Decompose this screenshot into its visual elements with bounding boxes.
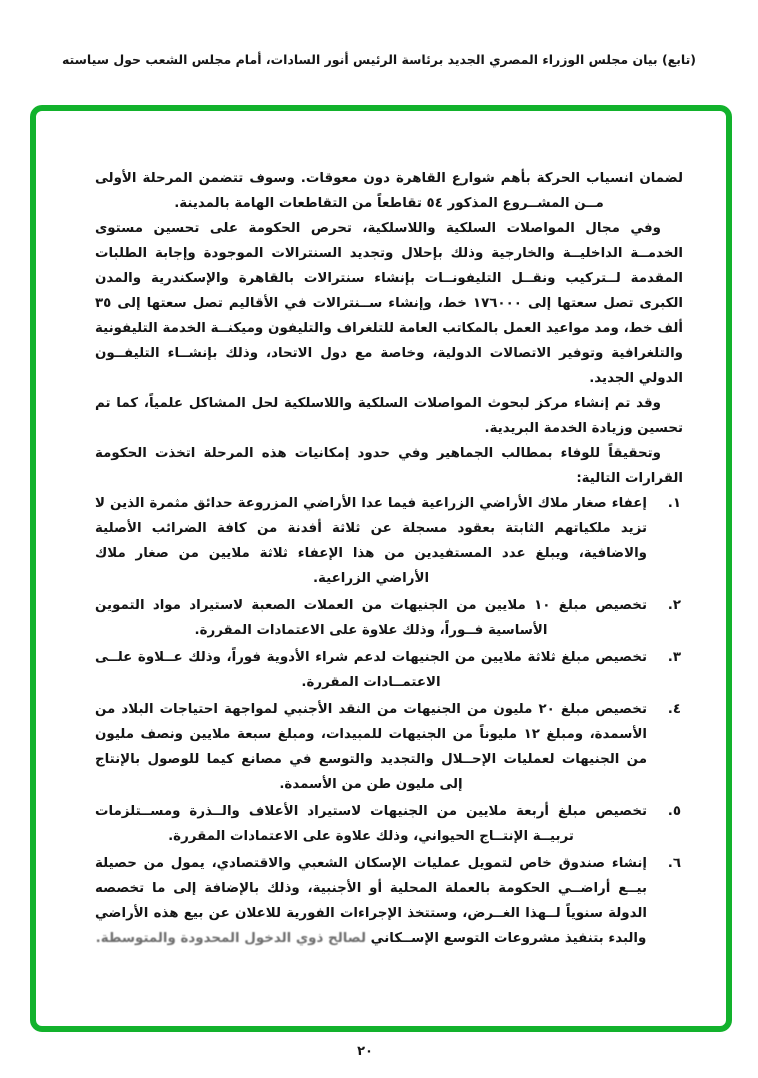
item-number-6: ٦. [667,856,681,871]
item-number-1: ١. [667,496,681,511]
paragraph-decisions-intro: وتحقيقاً للوفاء بمطالب الجماهير وفي حدود إمكانيات هذه المرحلة اتخذت الحكومة القرارات التالية: [95,446,683,486]
item-text-3: تخصيص مبلغ ثلاثة ملايين من الجنيهات لدعم شراء الأدوية فوراً، وذلك عــلاوة علــى الاعتمــادات المقررة. [95,650,647,690]
item-text-4: تخصيص مبلغ ٢٠ مليون من الجنيهات من النقد الأجنبي لمواجهة احتياجات البلاد من الأسمدة، ومبلغ ١٢ مليوناً من الجنيهات للمبيدات، ومبلغ سبعة ملايين ونصف مليون من الجنيهات لعمليات الإحــلال والتجديد والتوسع في مصانع كيما للوصول بالإنتاج إلى مليون طن من الأسمدة. [95,702,647,792]
item-text-1: إعفاء صغار ملاك الأراضي الزراعية فيما عدا الأراضي المزروعة حدائق مثمرة الذين لا تزيد ملكياتهم الثابتة بعقود مسجلة عن ثلاثة أفدنة من كافة الضرائب الأصلية والاضافية، ويبلغ عدد المستفيدين من هذا الإعفاء ثلاثة ملايين من صغار ملاك الأراضي الزراعية. [95,496,647,586]
list-item-6 [95,851,683,951]
decisions-list [95,491,683,951]
list-item-1 [95,491,683,591]
item-number-3: ٣. [667,650,681,665]
item-text-6-faded: لصالح ذوي الدخول المحدودة والمتوسطة. [95,931,366,946]
item-text-6-main: إنشاء صندوق خاص لتمويل عمليات الإسكان الشعبي والاقتصادي، يمول من حصيلة بيــع أراضــي الحكومة بالعملة المحلية أو الأجنبية، وذلك بالإضافة إلى ما تخصصه الدولة سنوياً لــهذا الغــرض، وستتخذ الإجراءات الفورية للاعلان عن بيع هذه الأراضي والبدء بتنفيذ مشروعات التوسع الإســكاني [95,856,647,946]
list-item-4 [95,697,683,797]
document-body [95,166,683,953]
list-item-2 [95,593,683,643]
item-number-2: ٢. [667,598,681,613]
item-text-6 [95,851,647,951]
page-number: ٢٠ [357,1044,373,1059]
item-text-5: تخصيص مبلغ أربعة ملايين من الجنيهات لاستيراد الأعلاف والــذرة ومســتلزمات تربيــة الإنتــاج الحيواني، وذلك علاوة على الاعتمادات المقررة. [95,804,647,844]
page-header-title: (تابع) بيان مجلس الوزراء المصري الجديد برئاسة الرئيس أنور السادات، أمام مجلس الشعب حول سياسته [61,52,697,67]
paragraph-traffic-intersections: لضمان انسياب الحركة بأهم شوارع القاهرة دون معوقات. وسوف تتضمن المرحلة الأولى مــن المشــروع المذكور ٥٤ تقاطعاً من التقاطعات الهامة بالمدينة. [95,171,683,211]
item-number-5: ٥. [667,804,681,819]
item-text-2: تخصيص مبلغ ١٠ ملايين من الجنيهات من العملات الصعبة لاستيراد مواد التموين الأساسية فــوراً، وذلك علاوة على الاعتمادات المقررة. [95,598,647,638]
list-item-5 [95,799,683,849]
item-number-4: ٤. [667,702,681,717]
paragraph-research-center: وقد تم إنشاء مركز لبحوث المواصلات السلكية واللاسلكية لحل المشاكل علمياً، كما تم تحسين وزيادة الخدمة البريدية. [95,396,683,436]
paragraph-telecommunications: وفي مجال المواصلات السلكية واللاسلكية، تحرص الحكومة على تحسين مستوى الخدمــة الداخليــة والخارجية وذلك بإحلال وتجديد السنترالات الموجودة وإجابة الطلبات المقدمة لــتركيب ونقــل التليفونــات بإنشاء سنترالات بالقاهرة والإسكندرية والمدن الكبرى تصل سعتها إلى ١٧٦٠٠٠ خط، وإنشاء ســنترالات في الأقاليم تصل سعتها إلى ٣٥ ألف خط، ومد مواعيد العمل بالمكاتب العامة للتلغراف والتليفون وميكنــة الخدمة التليفونية والتلغرافية وتوفير الاتصالات الدولية، وخاصة مع دول الاتحاد، وذلك بإنشــاء التليفــون الدولي الجديد. [95,221,683,386]
list-item-3 [95,645,683,695]
